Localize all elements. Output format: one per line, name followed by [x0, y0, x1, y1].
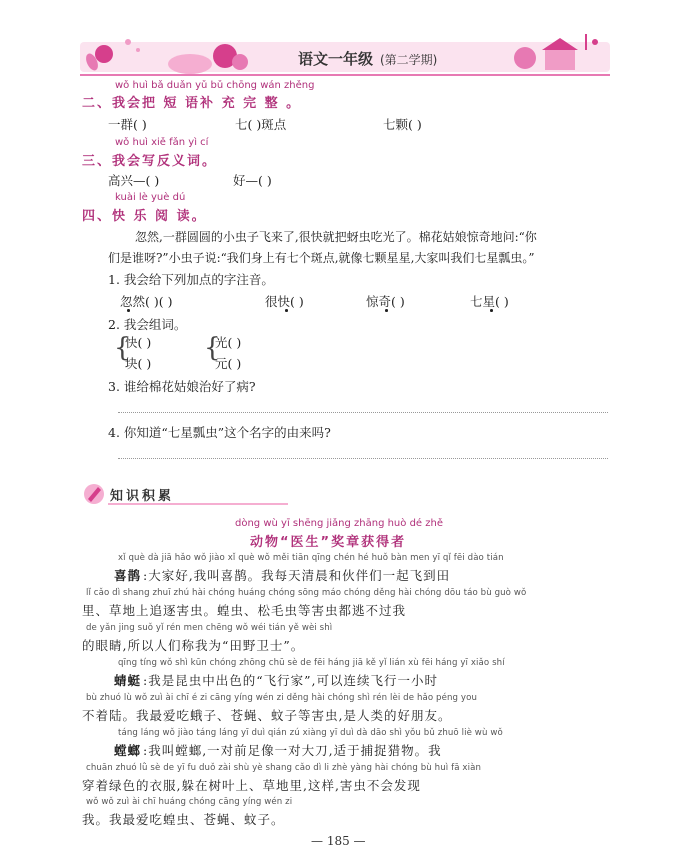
- section-3-title: 三、我会写反义词。: [82, 154, 218, 169]
- section-2-item: 七( )斑点: [235, 117, 287, 132]
- sparkle-icon: [136, 48, 140, 52]
- passage-line: 忽然,一群圆圆的小虫子飞来了,很快就把蚜虫吃光了。棉花姑娘惊奇地问:“你: [135, 230, 537, 244]
- question-4-label: 4. 你知道“七星瓢虫”这个名字的由来吗?: [108, 425, 331, 440]
- section-2-title: 二、我会把 短 语补 充 完 整 。: [82, 96, 302, 111]
- header-subtitle: (第二学期): [380, 53, 438, 67]
- section-3-item: 高兴—( ): [108, 173, 160, 188]
- tree-icon: [514, 47, 536, 69]
- knowledge-text: 里、草地上追逐害虫。蝗虫、松毛虫等害虫都逃不过我: [82, 603, 407, 618]
- section-2-pinyin: wǒ huì bǎ duǎn yǔ bǔ chōng wán zhěng: [115, 80, 315, 91]
- knowledge-text: 不着陆。我最爱吃蛾子、苍蝇、蚊子等害虫,是人类的好朋友。: [82, 708, 452, 723]
- emphasis-dot: [385, 309, 388, 312]
- knowledge-text-bold: 蜻蜓: [114, 673, 142, 688]
- answer-line[interactable]: [118, 458, 608, 459]
- q1-item: 忽然( )( ): [120, 294, 173, 309]
- page-number: — 185 —: [311, 834, 366, 848]
- sparkle-icon: [125, 39, 131, 45]
- section-4-title: 四、快 乐 阅 读。: [82, 209, 207, 224]
- flower-icon: [95, 45, 113, 63]
- q2-word: 光( ): [215, 335, 242, 350]
- brace-icon: {: [114, 333, 131, 363]
- section-4-pinyin: kuài lè yuè dú: [115, 192, 186, 203]
- emphasis-dot: [490, 309, 493, 312]
- header-bottom-rule: [80, 74, 610, 76]
- section-2-item: 一群( ): [108, 117, 147, 132]
- section-3-pinyin: wǒ huì xiě fǎn yì cí: [115, 137, 209, 148]
- knowledge-pinyin: chuān zhuó lǜ sè de yī fu duǒ zài shù yè shang cǎo dì li zhè yàng hài chóng bù huì fā xiàn: [86, 763, 481, 773]
- passage-line: 们是谁呀?”小虫子说:“我们身上有七个斑点,就像七颗星星,大家叫我们七星瓢虫。”: [108, 251, 535, 265]
- q1-item: 很快( ): [265, 294, 304, 309]
- bush-icon: [232, 54, 248, 70]
- q2-word: 块( ): [125, 356, 152, 371]
- knowledge-text: :我叫螳螂,一对前足像一对大刀,适于捕捉猎物。我: [143, 743, 442, 758]
- question-3-label: 3. 谁给棉花姑娘治好了病?: [108, 379, 256, 394]
- knowledge-text-bold: 喜鹊: [114, 568, 142, 583]
- section-3-item: 好—( ): [233, 173, 272, 188]
- knowledge-title: 动物“医生”奖章获得者: [250, 535, 407, 550]
- knowledge-pinyin: bù zhuó lù wǒ zuì ài chī é zi cāng yíng wén zi děng hài chóng shì rén lèi de hǎo péng you: [86, 693, 478, 703]
- sparkle-icon: [592, 39, 598, 45]
- house-icon: [545, 50, 575, 70]
- knowledge-pinyin: de yǎn jing suǒ yǐ rén men chēng wǒ wéi tián yě wèi shì: [86, 623, 333, 633]
- knowledge-text: 穿着绿色的衣服,躲在树叶上、草地里,这样,害虫不会发现: [82, 778, 421, 793]
- flag-icon: [585, 34, 587, 50]
- page-header: [80, 30, 610, 80]
- knowledge-pinyin: wǒ wǒ zuì ài chī huáng chóng cāng yíng wén zi: [86, 797, 293, 807]
- knowledge-pinyin: táng láng wǒ jiào táng láng yī duì qián zú xiàng yī duì dà dāo shì yǒu bǔ zhuō liè wù wǒ: [118, 728, 503, 738]
- emphasis-dot: [127, 309, 130, 312]
- knowledge-text: 的眼睛,所以人们称我为“田野卫士”。: [82, 638, 305, 653]
- section-2-item: 七颗( ): [383, 117, 422, 132]
- brace-icon: {: [204, 333, 221, 363]
- knowledge-pinyin: qīng tíng wǒ shì kūn chóng zhōng chū sè de fēi háng jiā kě yǐ lián xù fēi háng yī xiǎo shí: [118, 658, 505, 668]
- q2-word: 快( ): [125, 335, 152, 350]
- knowledge-text: :大家好,我叫喜鹊。我每天清晨和伙伴们一起飞到田: [143, 568, 451, 583]
- q1-item: 惊奇( ): [366, 294, 405, 309]
- emphasis-dot: [285, 309, 288, 312]
- bush-icon: [168, 54, 212, 74]
- question-1-label: 1. 我会给下列加点的字注音。: [108, 272, 274, 287]
- knowledge-text-bold: 螳螂: [114, 743, 142, 758]
- knowledge-pinyin: lǐ cǎo dì shang zhuī zhú hài chóng huáng chóng sōng máo chóng děng hài chóng dōu táo bù guò wǒ: [86, 588, 527, 598]
- knowledge-heading: 知识积累: [110, 489, 175, 504]
- knowledge-pinyin: xǐ què dà jiā hǎo wǒ jiào xǐ què wǒ měi tiān qīng chén hé huǒ bàn men yī qǐ fēi dào tián: [118, 553, 504, 563]
- knowledge-text: :我是昆虫中出色的“飞行家”,可以连续飞行一小时: [143, 673, 438, 688]
- question-2-label: 2. 我会组词。: [108, 317, 187, 332]
- knowledge-title-pinyin: dòng wù yī shēng jiǎng zhāng huò dé zhě: [235, 518, 443, 529]
- header-title: 语文一年级: [298, 50, 374, 68]
- knowledge-text: 我。我最爱吃蝗虫、苍蝇、蚊子。: [82, 812, 285, 827]
- q2-word: 元( ): [215, 356, 242, 371]
- answer-line[interactable]: [118, 412, 608, 413]
- q1-item: 七星( ): [470, 294, 509, 309]
